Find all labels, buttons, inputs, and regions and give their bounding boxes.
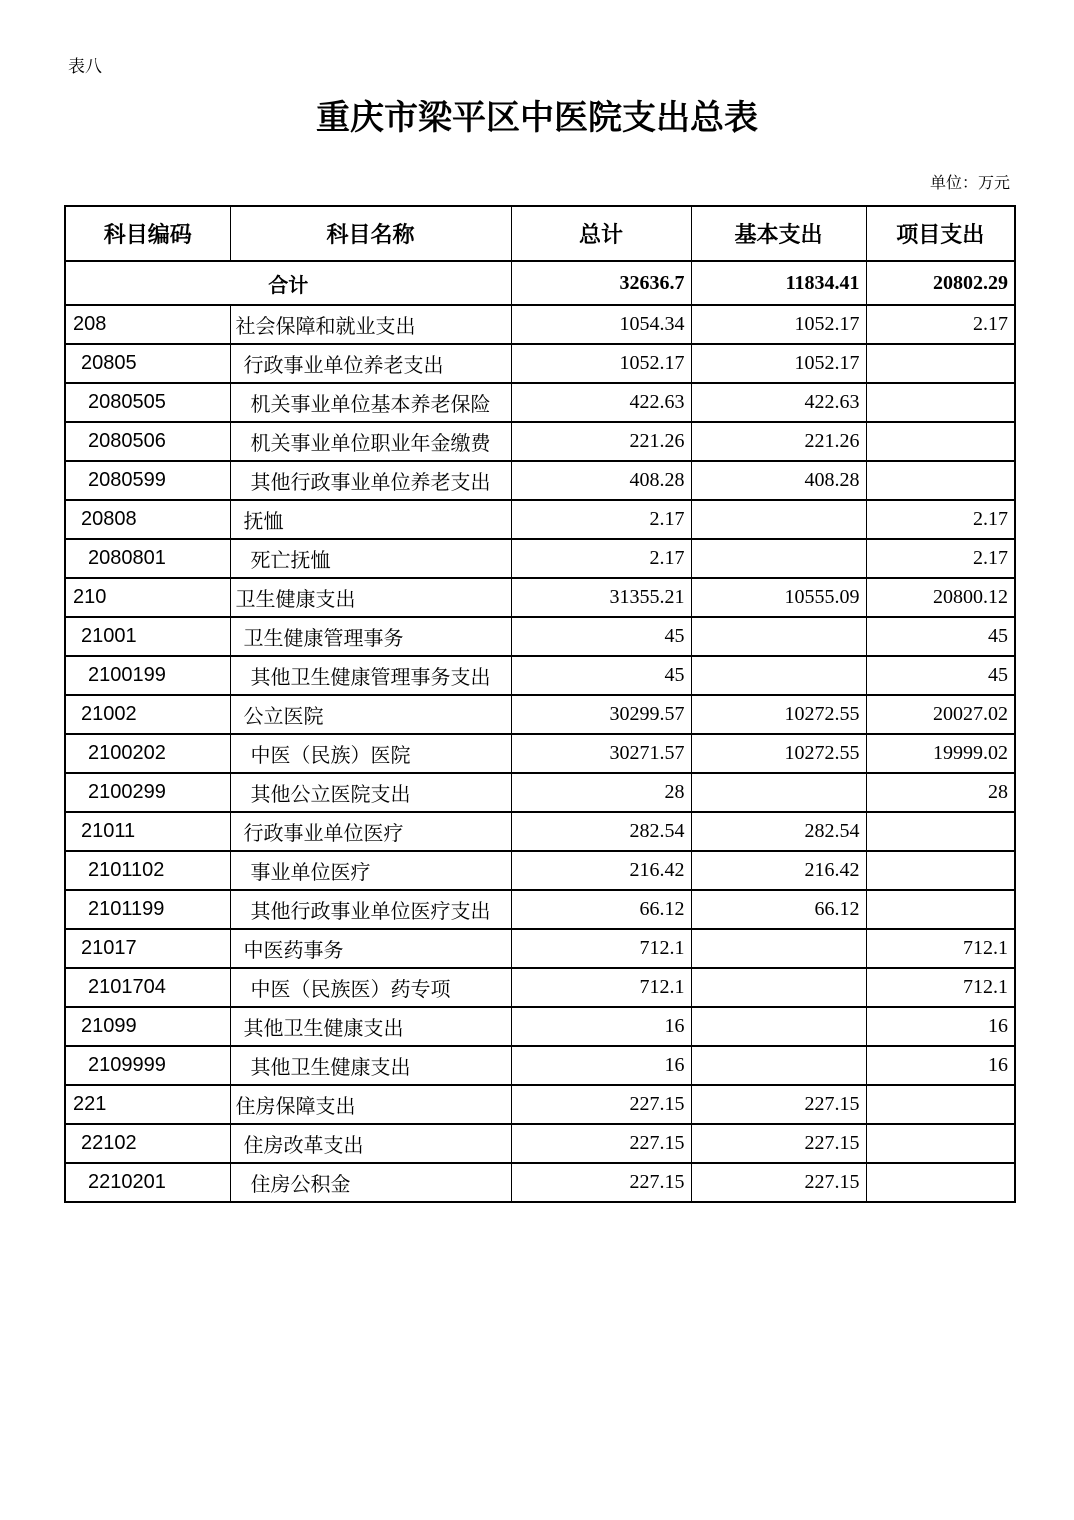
table-row [65,929,1015,968]
project-expenditure-cell: 2.17 [866,500,1015,539]
basic-expenditure-cell [691,539,866,578]
subject-name-cell: 机关事业单位职业年金缴费 [230,422,511,461]
project-expenditure-cell: 45 [866,617,1015,656]
expenditure-table [64,205,1016,1203]
project-expenditure-cell [866,344,1015,383]
total-cell: 30299.57 [511,695,691,734]
basic-expenditure-cell: 1052.17 [691,344,866,383]
basic-expenditure-cell: 227.15 [691,1124,866,1163]
project-expenditure-cell [866,812,1015,851]
page-title: 重庆市梁平区中医院支出总表 [316,100,758,137]
table-row [65,773,1015,812]
header-subject-code: 科目编码 [65,206,230,261]
project-expenditure-cell: 19999.02 [866,734,1015,773]
subject-code-cell: 2100199 [65,656,230,695]
table-row [65,1163,1015,1202]
subject-code-cell: 221 [65,1085,230,1124]
total-cell: 66.12 [511,890,691,929]
subject-code-cell: 21099 [65,1007,230,1046]
subject-name-cell: 公立医院 [230,695,511,734]
basic-expenditure-cell: 66.12 [691,890,866,929]
subject-code-cell: 2080505 [65,383,230,422]
subject-name-cell: 社会保障和就业支出 [230,305,511,344]
table-row [65,461,1015,500]
project-expenditure-cell [866,890,1015,929]
total-cell: 1052.17 [511,344,691,383]
project-expenditure-cell: 28 [866,773,1015,812]
total-cell: 422.63 [511,383,691,422]
basic-expenditure-cell: 282.54 [691,812,866,851]
table-row [65,851,1015,890]
subject-name-cell: 行政事业单位医疗 [230,812,511,851]
table-number-label: 表八 [68,57,102,76]
subject-name-cell: 其他行政事业单位养老支出 [230,461,511,500]
table-row [65,383,1015,422]
header-total: 总计 [511,206,691,261]
basic-expenditure-cell: 422.63 [691,383,866,422]
basic-expenditure-cell [691,1046,866,1085]
total-cell: 31355.21 [511,578,691,617]
total-cell: 216.42 [511,851,691,890]
basic-expenditure-cell: 227.15 [691,1085,866,1124]
basic-expenditure-cell: 10555.09 [691,578,866,617]
total-cell: 28 [511,773,691,812]
project-expenditure-cell [866,851,1015,890]
header-row [65,206,1015,261]
table-row [65,1085,1015,1124]
total-cell: 712.1 [511,929,691,968]
subject-code-cell: 20808 [65,500,230,539]
basic-expenditure-cell: 227.15 [691,1163,866,1202]
subject-code-cell: 22102 [65,1124,230,1163]
total-cell: 712.1 [511,968,691,1007]
subject-code-cell: 21001 [65,617,230,656]
table-row [65,1124,1015,1163]
project-expenditure-cell: 20027.02 [866,695,1015,734]
table-row [65,734,1015,773]
grand-total-total-cell: 32636.7 [511,261,691,305]
table-row [65,500,1015,539]
header-basic-expenditure: 基本支出 [691,206,866,261]
grand-total-basic-cell: 11834.41 [691,261,866,305]
grand-total-label: 合计 [65,261,511,305]
total-cell: 16 [511,1007,691,1046]
subject-name-cell: 其他卫生健康管理事务支出 [230,656,511,695]
subject-code-cell: 21002 [65,695,230,734]
basic-expenditure-cell [691,773,866,812]
subject-code-cell: 2101704 [65,968,230,1007]
project-expenditure-cell: 45 [866,656,1015,695]
project-expenditure-cell: 2.17 [866,539,1015,578]
basic-expenditure-cell: 221.26 [691,422,866,461]
subject-name-cell: 其他卫生健康支出 [230,1007,511,1046]
subject-code-cell: 208 [65,305,230,344]
subject-code-cell: 2080801 [65,539,230,578]
unit-note: 单位：万元 [929,175,1010,192]
project-expenditure-cell: 712.1 [866,968,1015,1007]
subject-name-cell: 其他卫生健康支出 [230,1046,511,1085]
project-expenditure-cell: 16 [866,1046,1015,1085]
subject-code-cell: 2100299 [65,773,230,812]
total-cell: 45 [511,617,691,656]
project-expenditure-cell [866,1085,1015,1124]
subject-name-cell: 其他行政事业单位医疗支出 [230,890,511,929]
subject-name-cell: 机关事业单位基本养老保险 [230,383,511,422]
project-expenditure-cell [866,1163,1015,1202]
basic-expenditure-cell [691,968,866,1007]
table-row [65,617,1015,656]
subject-code-cell: 2080599 [65,461,230,500]
project-expenditure-cell: 20800.12 [866,578,1015,617]
total-cell: 1054.34 [511,305,691,344]
total-cell: 45 [511,656,691,695]
subject-code-cell: 2100202 [65,734,230,773]
total-cell: 227.15 [511,1085,691,1124]
table-row [65,890,1015,929]
subject-code-cell: 21011 [65,812,230,851]
subject-name-cell: 死亡抚恤 [230,539,511,578]
subject-name-cell: 其他公立医院支出 [230,773,511,812]
basic-expenditure-cell: 10272.55 [691,695,866,734]
basic-expenditure-cell [691,656,866,695]
basic-expenditure-cell [691,1007,866,1046]
header-subject-name: 科目名称 [230,206,511,261]
total-cell: 221.26 [511,422,691,461]
basic-expenditure-cell: 10272.55 [691,734,866,773]
table-row [65,1007,1015,1046]
subject-code-cell: 2101199 [65,890,230,929]
project-expenditure-cell: 16 [866,1007,1015,1046]
header-project-expenditure: 项目支出 [866,206,1015,261]
table-row [65,578,1015,617]
subject-name-cell: 住房保障支出 [230,1085,511,1124]
table-row [65,656,1015,695]
total-cell: 227.15 [511,1163,691,1202]
subject-name-cell: 中医药事务 [230,929,511,968]
total-cell: 282.54 [511,812,691,851]
table-row [65,812,1015,851]
table-row [65,422,1015,461]
project-expenditure-cell: 712.1 [866,929,1015,968]
subject-name-cell: 事业单位医疗 [230,851,511,890]
subject-code-cell: 2101102 [65,851,230,890]
basic-expenditure-cell: 408.28 [691,461,866,500]
total-cell: 30271.57 [511,734,691,773]
subject-name-cell: 中医（民族医）药专项 [230,968,511,1007]
total-cell: 227.15 [511,1124,691,1163]
table-row [65,539,1015,578]
basic-expenditure-cell: 216.42 [691,851,866,890]
table-row [65,968,1015,1007]
subject-code-cell: 2109999 [65,1046,230,1085]
project-expenditure-cell: 2.17 [866,305,1015,344]
subject-code-cell: 20805 [65,344,230,383]
subject-name-cell: 行政事业单位养老支出 [230,344,511,383]
total-cell: 16 [511,1046,691,1085]
grand-total-row [65,261,1015,305]
project-expenditure-cell [866,422,1015,461]
basic-expenditure-cell [691,929,866,968]
subject-name-cell: 中医（民族）医院 [230,734,511,773]
basic-expenditure-cell: 1052.17 [691,305,866,344]
table-row [65,695,1015,734]
total-cell: 2.17 [511,500,691,539]
subject-code-cell: 2210201 [65,1163,230,1202]
table-row [65,1046,1015,1085]
basic-expenditure-cell [691,617,866,656]
total-cell: 2.17 [511,539,691,578]
project-expenditure-cell [866,383,1015,422]
subject-name-cell: 卫生健康支出 [230,578,511,617]
subject-name-cell: 住房公积金 [230,1163,511,1202]
subject-name-cell: 抚恤 [230,500,511,539]
subject-name-cell: 卫生健康管理事务 [230,617,511,656]
subject-code-cell: 21017 [65,929,230,968]
basic-expenditure-cell [691,500,866,539]
total-cell: 408.28 [511,461,691,500]
subject-code-cell: 2080506 [65,422,230,461]
subject-code-cell: 210 [65,578,230,617]
grand-total-project-cell: 20802.29 [866,261,1015,305]
project-expenditure-cell [866,1124,1015,1163]
table-row [65,344,1015,383]
subject-name-cell: 住房改革支出 [230,1124,511,1163]
table-row [65,305,1015,344]
project-expenditure-cell [866,461,1015,500]
